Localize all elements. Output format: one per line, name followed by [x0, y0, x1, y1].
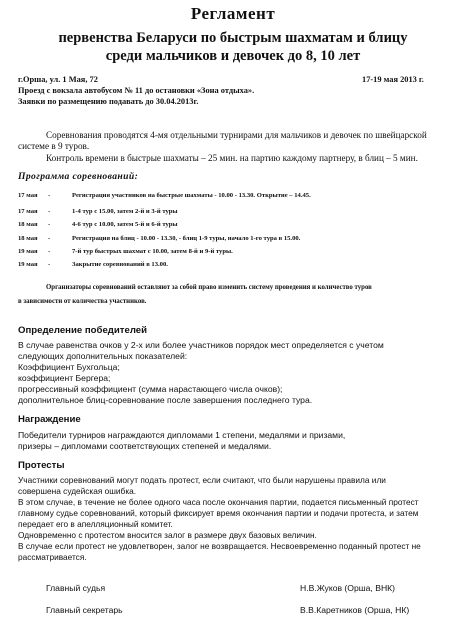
awards-heading: Награждение — [18, 414, 81, 425]
winners-line: дополнительное блиц-соревнование после завершения последнего тура. — [18, 395, 313, 405]
schedule-dash: - — [48, 235, 51, 242]
schedule-date: 17 мая — [18, 192, 38, 199]
winners-line: коэффициент Бергера; — [18, 373, 111, 383]
protests-line: Участники соревнований могут подать протест, если считают, что были нарушены правила или — [18, 475, 386, 485]
awards-line-2: призеры – дипломами соответствующих степеней и медалями. — [18, 441, 272, 451]
winners-line: следующих дополнительных показателей: — [18, 351, 188, 361]
chief-judge-name: Н.В.Жуков (Орша, ВНК) — [300, 583, 396, 593]
schedule-dash: - — [48, 208, 51, 215]
schedule-date: 19 мая — [18, 248, 38, 255]
protests-line: передает его в апелляционный комитет. — [18, 519, 173, 529]
protests-line: рассматривается. — [18, 552, 87, 562]
applications-deadline: Заявки по размещению подавать до 30.04.2013г. — [18, 97, 199, 106]
winners-line: Коэффициент Бухгольца; — [18, 362, 120, 372]
protests-heading: Протесты — [18, 460, 65, 471]
protests-line: совершена судейская ошибка. — [18, 486, 137, 496]
protests-line: В этом случае, в течение не более одного часа после окончания партии, подается письменный протест — [18, 497, 419, 507]
schedule-item: Регистрация на блиц - 10.00 - 13.30, - блиц 1-9 туры, начало 1-го тура в 15.00. — [72, 235, 301, 242]
schedule-dash: - — [48, 248, 51, 255]
event-dates: 17-19 мая 2013 г. — [362, 75, 424, 84]
chief-secretary-role: Главный секретарь — [46, 605, 123, 615]
program-heading: Программа соревнований: — [18, 171, 139, 182]
winners-line: В случае равенства очков у 2-х или более участников порядок мест определяется с учетом — [18, 340, 384, 350]
page-title: Регламент — [190, 4, 276, 23]
schedule-item: Закрытие соревнований в 13.00. — [72, 261, 168, 268]
organizers-note-line-2: в зависимости от количества участников. — [18, 298, 147, 305]
schedule-item: 4-6 тур с 10.00, затем 5-й и 6-й туры — [72, 221, 178, 228]
protests-line: Одновременно с протестом вносится залог в размере двух базовых величин. — [18, 530, 317, 540]
intro-line-2: системе в 9 туров. — [18, 141, 90, 151]
chief-judge-role: Главный судья — [46, 583, 106, 593]
organizers-note-line-1: Организаторы соревнований оставляют за собой право изменить систему проведения и количество туров — [46, 284, 372, 291]
schedule-item: Регистрация участников на быстрые шахматы - 10.00 - 13.30. Открытие – 14.45. — [72, 192, 311, 199]
chief-secretary-name: В.В.Каретников (Орша, НК) — [300, 605, 410, 615]
schedule-dash: - — [48, 261, 51, 268]
page-subtitle-line-2: среди мальчиков и девочек до 8, 10 лет — [105, 48, 361, 64]
schedule-item: 7-й тур быстрых шахмат с 10.00, затем 8-й и 9-й туры. — [72, 248, 233, 255]
protests-line: главному судье соревнований, который фиксирует время окончания партии и подачи протеста, и затем — [18, 508, 419, 518]
venue-directions: Проезд с вокзала автобусом № 11 до остановки «Зона отдыха». — [18, 86, 255, 95]
winners-line: прогрессивный коэффициент (сумма нарастающего числа очков); — [18, 384, 283, 394]
schedule-date: 18 мая — [18, 235, 38, 242]
awards-line-1: Победители турниров награждаются дипломами 1 степени, медалями и призами, — [18, 430, 346, 440]
venue-address: г.Орша, ул. 1 Мая, 72 — [18, 75, 98, 84]
schedule-dash: - — [48, 221, 51, 228]
schedule-date: 19 мая — [18, 261, 38, 268]
protests-line: В случае если протест не удовлетворен, залог не возвращается. Несвоевременно поданный протест не — [18, 541, 421, 551]
intro-line-1: Соревнования проводятся 4-мя отдельными турнирами для мальчиков и девочек по швейцарской — [46, 130, 427, 140]
page-subtitle-line-1: первенства Беларуси по быстрым шахматам и блицу — [58, 30, 408, 46]
time-control: Контроль времени в быстрые шахматы – 25 мин. на партию каждому партнеру, в блиц – 5 мин. — [46, 153, 418, 163]
schedule-date: 18 мая — [18, 221, 38, 228]
schedule-item: 1-4 тур с 15.00, затем 2-й и 3-й туры — [72, 208, 178, 215]
schedule-date: 17 мая — [18, 208, 38, 215]
winners-heading: Определение победителей — [18, 325, 148, 336]
schedule-dash: - — [48, 192, 51, 199]
